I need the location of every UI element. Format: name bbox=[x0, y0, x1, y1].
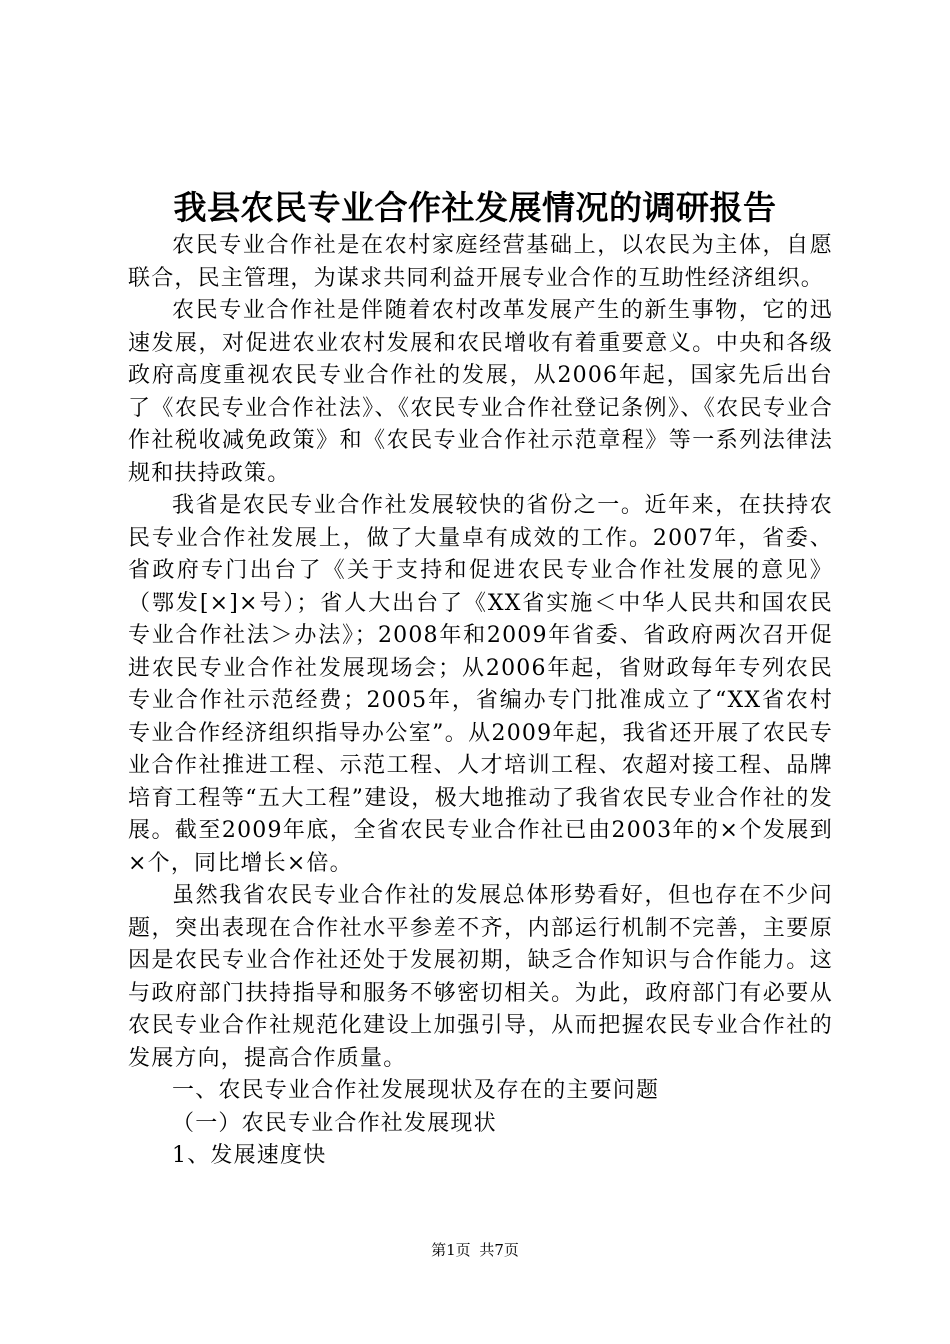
section-heading: 一、农民专业合作社发展现状及存在的主要问题 bbox=[172, 1078, 660, 1103]
body-paragraph: 农民专业合作社是伴随着农村改革发展产生的新生事物，它的迅速发展，对促进农业农村发展和农民增收有着重要意义。中央和各级政府高度重视农民专业合作社的发展，从2006年起，国家先后出台了《农民专业合作社法》、《农民专业合作社登记条例》、《农民专业合作社税收减免政策》和《农民专业合作社示范章程》等一系列法律法规和扶持政策。 bbox=[128, 298, 833, 486]
body-paragraph: 虽然我省农民专业合作社的发展总体形势看好，但也存在不少问题，突出表现在合作社水平参差不齐，内部运行机制不完善，主要原因是农民专业合作社还处于发展初期，缺乏合作知识与合作能力。这与政府部门扶持指导和服务不够密切相关。为此，政府部门有必要从农民专业合作社规范化建设上加强引导，从而把握农民专业合作社的发展方向，提高合作质量。 bbox=[128, 883, 833, 1071]
body-paragraph: 我省是农民专业合作社发展较快的省份之一。近年来，在扶持农民专业合作社发展上，做了大量卓有成效的工作。2007年，省委、省政府专门出台了《关于支持和促进农民专业合作社发展的意见》（鄂发[×]×号）；省人大出台了《XX省实施＜中华人民共和国农民专业合作社法＞办法》；2008年和2009年省委、省政府两次召开促进农民专业合作社发展现场会；从2006年起，省财政每年专列农民专业合作社示范经费；2005年，省编办专门批准成立了“XX省农村专业合作经济组织指导办公室”。从2009年起，我省还开展了农民专业合作社推进工程、示范工程、人才培训工程、农超对接工程、品牌培育工程等“五大工程”建设，极大地推动了我省农民专业合作社的发展。截至2009年底，全省农民专业合作社已由2003年的×个发展到×个，同比增长×倍。 bbox=[128, 493, 833, 876]
body-paragraph: 农民专业合作社是在农村家庭经营基础上，以农民为主体，自愿联合，民主管理，为谋求共同利益开展专业合作的互助性经济组织。 bbox=[128, 233, 833, 291]
document-title: 我县农民专业合作社发展情况的调研报告 bbox=[173, 188, 777, 227]
item-heading: 1、发展速度快 bbox=[172, 1143, 327, 1168]
document-body bbox=[128, 230, 833, 1173]
subsection-heading: （一）农民专业合作社发展现状 bbox=[172, 1110, 497, 1136]
page-footer: 第1页 共7页 bbox=[431, 1241, 519, 1259]
